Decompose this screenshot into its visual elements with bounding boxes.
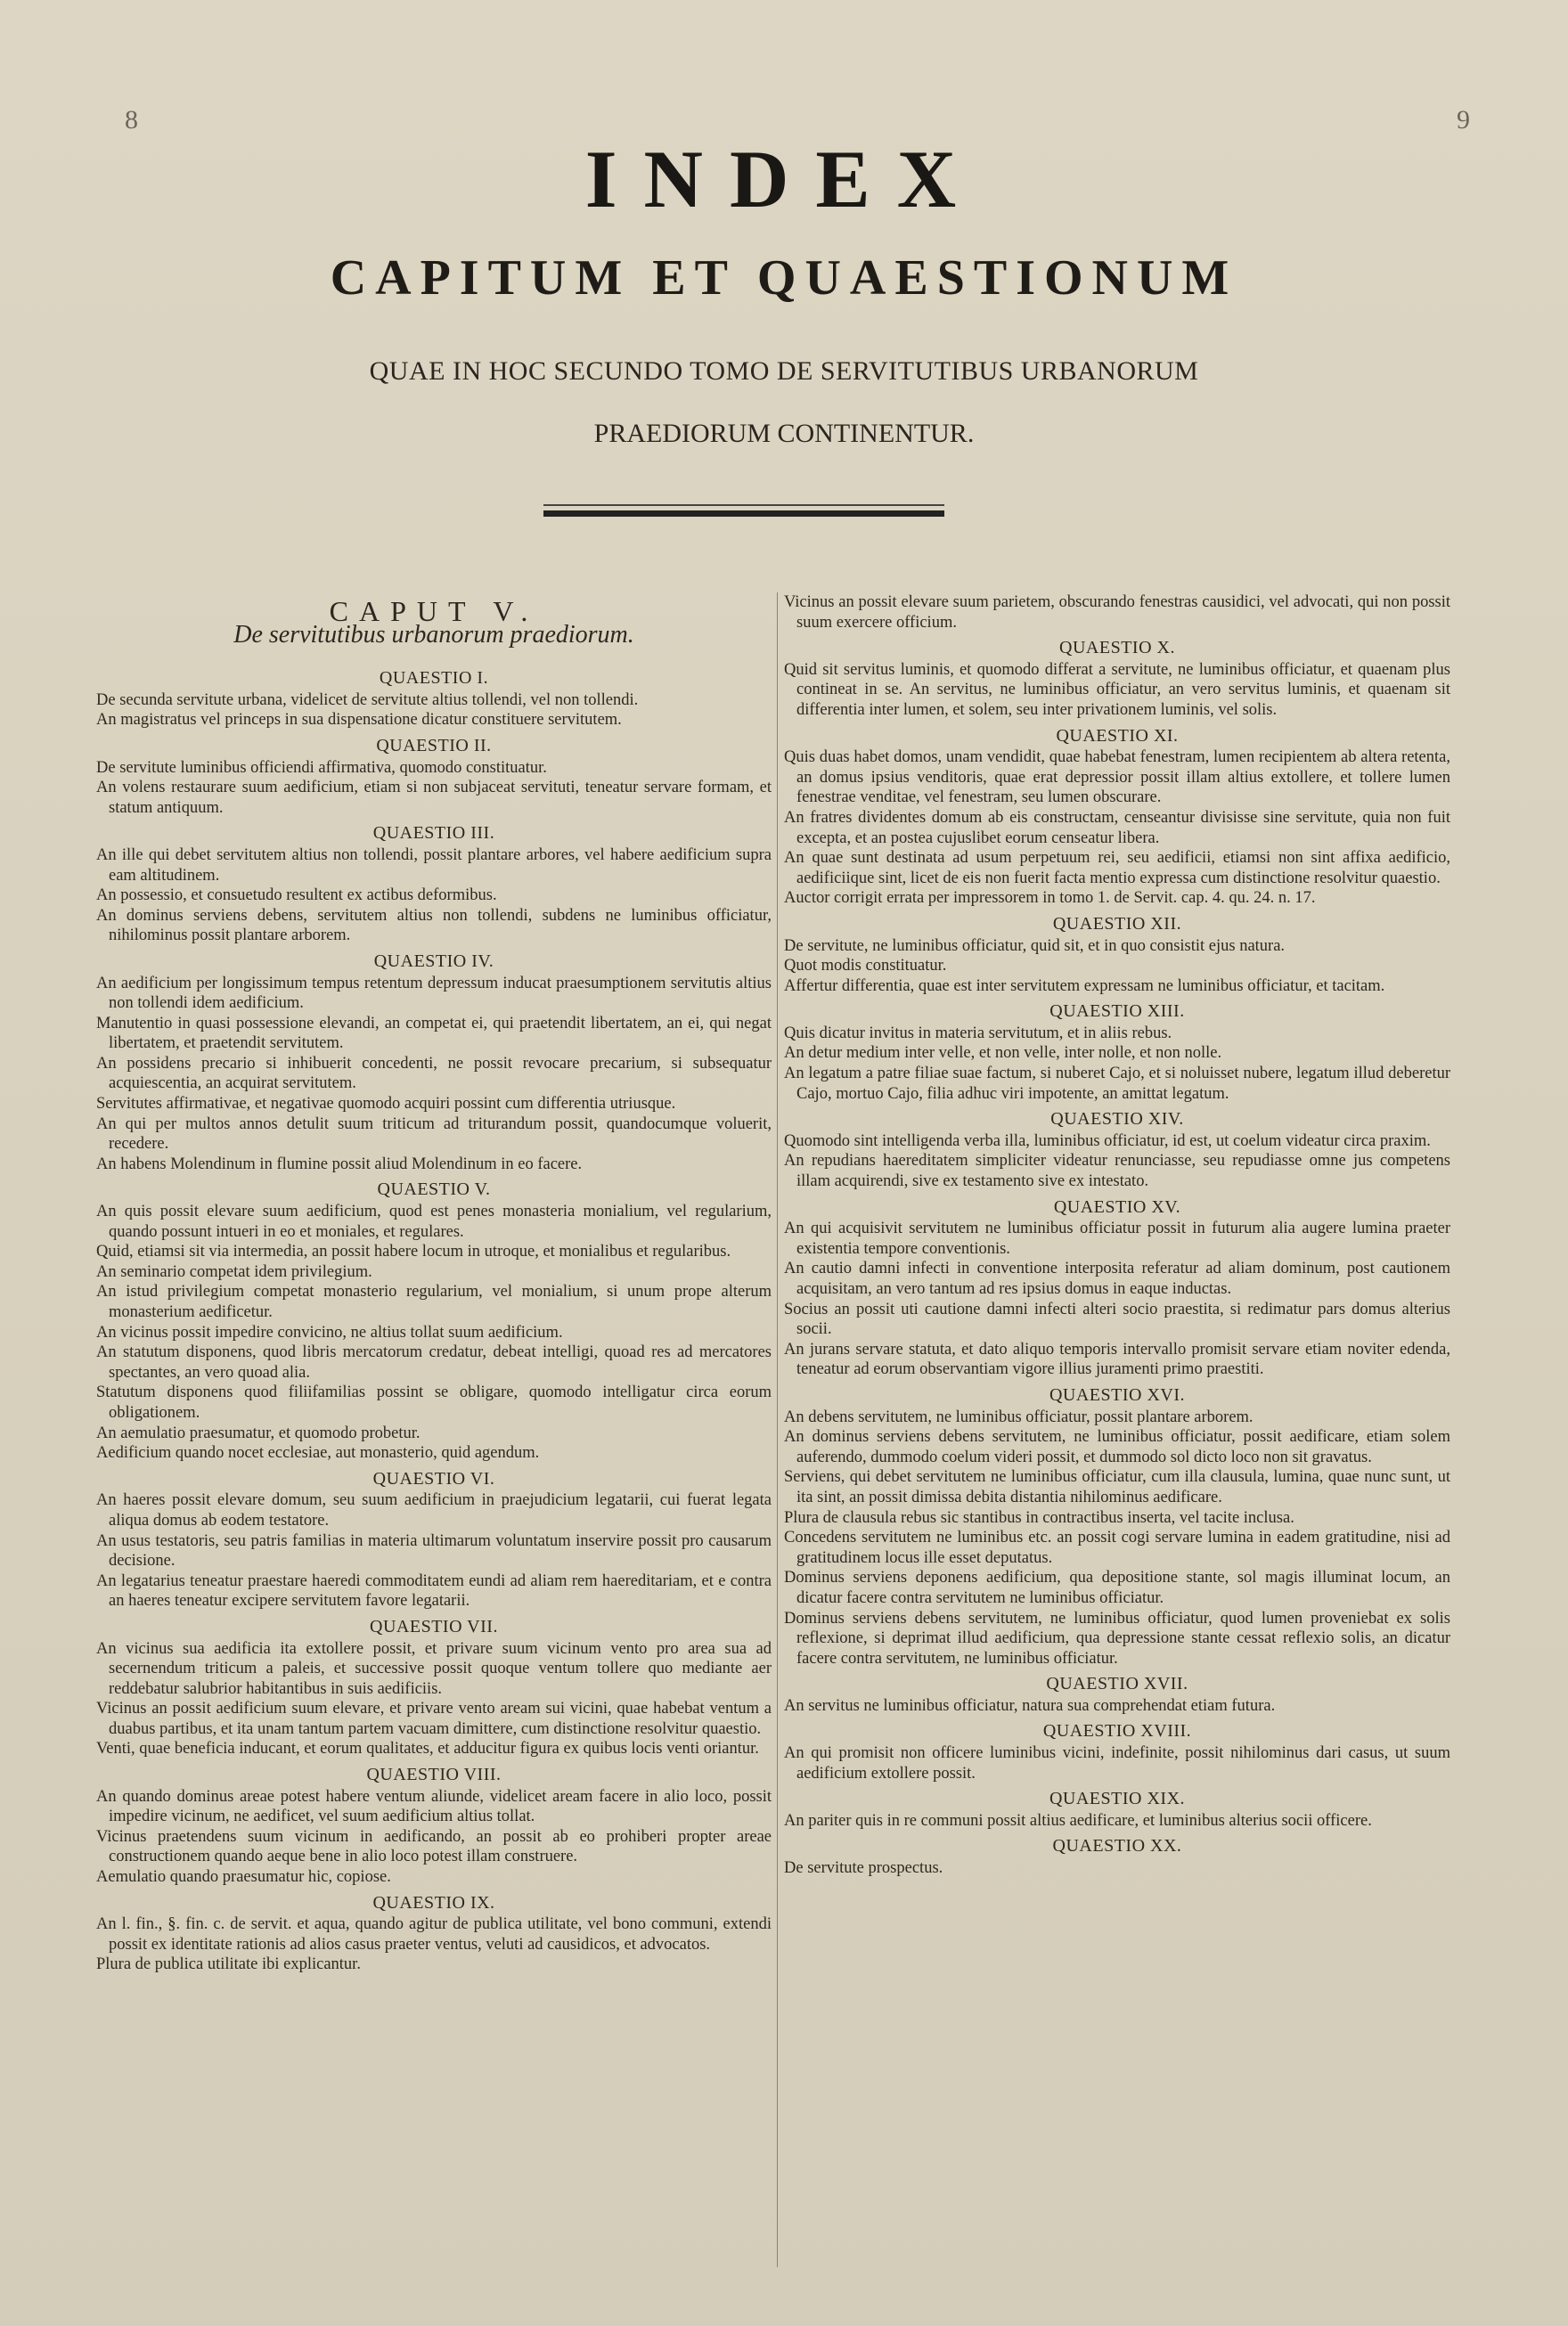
index-entry: An cautio damni infecti in conventione interposita referatur ad aliam dominum, post cautionem acquisitam, an vero tantum ad res ipsius domus in eaque inductas. [784, 1260, 1450, 1298]
index-entry: An usus testatoris, seu patris familias in materia ultimarum voluntatum inservire possit pro causarum decisione. [96, 1531, 772, 1571]
quaestio-heading: QUAESTIO II. [376, 735, 492, 755]
quaestio-heading: QUAESTIO XIX. [1049, 1789, 1186, 1809]
quaestio-heading: QUAESTIO I. [379, 668, 489, 689]
index-entry: An l. fin., §. fin. c. de servit. et aqua, quando agitur de publica utilitate, vel bono communi, extendi possit ex identitate rationis ad alios casus praeter ventus, veluti ad causidicos, et advocatos. [96, 1915, 772, 1954]
index-entry: Affertur differentia, quae est inter servitutem expressam ne luminibus officiatur, et tacitam. [784, 976, 1385, 995]
index-entry: An statutum disponens, quod libris mercatorum credatur, debeat intelligi, quoad res ad mercatores spectantes, an vero quoad alia. [96, 1343, 772, 1382]
quaestio-heading: QUAESTIO XI. [1056, 725, 1179, 746]
index-entry: An magistratus vel princeps in sua dispensatione dicatur constituere servitutem. [96, 711, 622, 730]
index-entry: An repudians haereditatem simpliciter videatur renunciasse, seu repudiasse omne jus competens illam acquirendi, sive ex testamento sive ex intestato. [784, 1152, 1450, 1191]
index-entry: An legatarius teneatur praestare haeredi commoditatem eundi ad aliam rem haereditariam, et e contra an haeres teneatur excipere servitutem favore legatarii. [96, 1571, 772, 1611]
quaestio-heading: QUAESTIO IX. [372, 1892, 495, 1913]
index-entry: Plura de clausula rebus sic stantibus in contractibus inserta, vel tacite inclusa. [784, 1508, 1294, 1527]
index-entry: Quid sit servitus luminis, et quomodo differat a servitute, ne luminibus officiatur, et quaenam plus contineat in se. An servitus, ne luminibus officiatur, an vero servitus luminis, et quaenam sit differentia inter lumen, et solem, seu inter privationem luminis, vel solis. [784, 660, 1450, 719]
page-number-left: 8 [125, 105, 138, 135]
index-entry: Quis dicatur invitus in materia servitutum, et in aliis rebus. [784, 1024, 1172, 1042]
quaestio-heading: QUAESTIO XIII. [1049, 1001, 1185, 1022]
index-entry: Quis duas habet domos, unam vendidit, quae habebat fenestram, lumen recipientem ab altera retenta, an domus ipsius venditoris, quae erat depressior possit illam altius extollere, et tollere lumen fenestrae venditae, vel fenestram, seu lumen obscurare. [784, 748, 1450, 807]
index-entry: De servitute, ne luminibus officiatur, quid sit, et in quo consistit ejus natura. [784, 936, 1286, 955]
description-line-1: QUAE IN HOC SECUNDO TOMO DE SERVITUTIBUS URBANORUM [369, 356, 1199, 386]
quaestio-heading: QUAESTIO X. [1059, 638, 1175, 658]
index-entry: Aedificium quando nocet ecclesiae, aut monasterio, quid agendum. [96, 1444, 540, 1463]
quaestio-heading: QUAESTIO XII. [1052, 913, 1182, 934]
quaestio-heading: QUAESTIO VI. [372, 1468, 495, 1489]
index-entry: Dominus serviens deponens aedificium, qua depositione stante, sol magis illuminat locum, an dicatur facere contra servitutem ne luminibus officiatur. [784, 1569, 1450, 1607]
quaestio-heading: QUAESTIO IV. [373, 951, 494, 971]
index-entry: An quis possit elevare suum aedificium, quod est penes monasteria monialium, vel regularium, quando possunt intueri in eo et moniales, et regulares. [96, 1203, 772, 1241]
title-rule [543, 510, 944, 517]
left-column [96, 592, 772, 1975]
index-entry: Quid, etiamsi sit via intermedia, an possit habere locum in utroque, et monialibus et regularibus. [96, 1243, 731, 1261]
quaestio-heading: QUAESTIO XVIII. [1042, 1721, 1192, 1742]
index-entry: An aedificium per longissimum tempus retentum depressum inducat praesumptionem servitutis altius non tollendi idem aedificium. [96, 974, 772, 1013]
quaestio-heading: QUAESTIO XVI. [1049, 1384, 1186, 1405]
right-column [784, 592, 1450, 1879]
index-entry: Manutentio in quasi possessione elevandi, an competat ei, qui praetendit libertatem, an ei, qui negat libertatem, et praetendit servitutem. [96, 1014, 772, 1053]
quaestio-heading: QUAESTIO XV. [1053, 1196, 1181, 1217]
index-entry: Plura de publica utilitate ibi explicantur. [96, 1955, 361, 1974]
index-entry: An jurans servare statuta, et dato aliquo temporis intervallo promisit servare etiam noviter edenda, teneatur ad eorum observantiam vigore illius juramenti primo praestiti. [784, 1340, 1450, 1379]
column-divider [777, 592, 778, 2267]
index-entry: An possidens precario si inhibuerit concedenti, ne possit revocare precarium, si subsequatur acquiescentia, an acquirat servitutem. [96, 1054, 772, 1093]
index-entry: An seminario competat idem privilegium. [96, 1262, 372, 1281]
index-entry: Serviens, qui debet servitutem ne luminibus officiatur, cum illa clausula, lumina, quae nunc sunt, ut ita sint, an possit dimissa debita distantia nihilominus aedificare. [784, 1468, 1450, 1506]
index-entry: An volens restaurare suum aedificium, etiam si non subjaceat servituti, teneatur servare formam, et statum antiquum. [96, 779, 772, 817]
quaestio-heading: QUAESTIO III. [372, 823, 495, 844]
index-entry: Servitutes affirmativae, et negativae quomodo acquiri possint cum differentia utriusque. [96, 1095, 676, 1114]
index-entry: De servitute luminibus officiendi affirmativa, quomodo constituatur. [96, 758, 547, 777]
quaestio-heading: QUAESTIO V. [377, 1179, 491, 1200]
quaestio-heading: QUAESTIO XVII. [1046, 1674, 1188, 1694]
index-entry: Quot modis constituatur. [784, 957, 947, 975]
index-entry: Vicinus praetendens suum vicinum in aedificando, an possit ab eo prohiberi propter areae constructionem quando aeque bene in alio loco potest illam construere. [96, 1827, 772, 1866]
index-entry: An qui per multos annos detulit suum triticum ad triturandum possit, quandocumque voluerit, recedere. [96, 1114, 772, 1154]
index-entry: An ille qui debet servitutem altius non tollendi, possit plantare arbores, vel habere aedificium supra eam altitudinem. [96, 845, 772, 885]
index-entry: An qui acquisivit servitutem ne luminibus officiatur possit in futurum alia augere lumina praeter existentia tempore conventionis. [784, 1220, 1450, 1258]
chapter-heading: CAPUT V. [329, 595, 539, 627]
index-entry: An istud privilegium competat monasterio regularium, vel monialium, si unum prope alterum monasterium aedificetur. [96, 1283, 772, 1321]
index-entry: De secunda servitute urbana, videlicet de servitute altius tollendi, vel non tollendi. [96, 690, 639, 709]
index-entry: Vicinus an possit elevare suum parietem, obscurando fenestras causidici, vel advocati, qui non possit suum exercere officium. [784, 593, 1450, 632]
title-rule-thin [543, 504, 944, 506]
index-entry: An vicinus sua aedificia ita extollere possit, et privare suum vicinum vento pro area sua ad secernendum triticum a paleis, et successive possit quoque ventum tollere quo mediante aer reddebatur salubrior habitantibus in suis aedificiis. [96, 1639, 772, 1698]
index-entry: Quomodo sint intelligenda verba illa, luminibus officiatur, id est, ut coelum videatur circa praxim. [784, 1131, 1431, 1150]
index-entry: An habens Molendinum in flumine possit aliud Molendinum in eo facere. [96, 1155, 583, 1173]
index-entry: Concedens servitutem ne luminibus etc. an possit cogi servare lumina in eadem gratitudine, nisi ad gratitudinem locus ille esset deputatus. [784, 1529, 1450, 1567]
index-entry: Vicinus an possit aedificium suum elevare, et privare vento aream sui vicini, quae habebat ventum a duabus partibus, et ita unam tantum partem vacuam dimittere, cum distinctione resolvitur quaestio. [96, 1700, 772, 1738]
index-entry: Dominus serviens debens servitutem, ne luminibus officiatur, quod lumen proveniebat ex solis reflexione, si deprimat illud aedificium, qua depressione stante cessat reflexio solis, an dicatur facere contra servitutem, ne luminibus officiatur. [784, 1609, 1450, 1668]
index-entry: An possessio, et consuetudo resultent ex actibus deformibus. [96, 886, 497, 905]
index-entry: An aemulatio praesumatur, et quomodo probetur. [96, 1424, 421, 1442]
index-entry: An fratres dividentes domum ab eis constructam, censeantur divisisse sine servitute, quia non fuit excepta, et an postea cujuslibet eorum censeatur libera. [784, 808, 1450, 847]
index-entry: Statutum disponens quod filiifamilias possint se obligare, quomodo intelligatur circa eorum obligationem. [96, 1383, 772, 1422]
index-entry: Socius an possit uti cautione damni infecti alteri socio praestita, si redimatur pars domus alterius socii. [784, 1300, 1450, 1339]
index-entry: An haeres possit elevare domum, seu suum aedificium in praejudicium legatarii, cui fuerat legata aliqua domus ab eodem testatore. [96, 1491, 772, 1530]
index-entry: Aemulatio quando praesumatur hic, copiose. [96, 1868, 391, 1887]
page-subtitle: CAPITUM ET QUAESTIONUM [330, 250, 1238, 306]
index-entry: An legatum a patre filiae suae factum, si nuberet Cajo, et si noluisset nubere, legatum illud deberetur Cajo, mortuo Cajo, filia adhuc viri impotente, an amittat legatum. [784, 1065, 1450, 1103]
page-title: INDEX [584, 134, 984, 224]
description-line-2: PRAEDIORUM CONTINENTUR. [593, 419, 975, 448]
index-entry: De servitute prospectus. [784, 1859, 943, 1878]
index-entry: An pariter quis in re communi possit altius aedificare, et luminibus alterius socii officere. [784, 1811, 1372, 1830]
index-entry: Venti, quae beneficia inducant, et eorum qualitates, et adducitur figura ex quibus locis venti oriantur. [96, 1740, 759, 1759]
quaestio-heading: QUAESTIO XX. [1052, 1836, 1182, 1857]
index-entry: An quae sunt destinata ad usum perpetuum rei, seu aedificii, etiamsi non sint affixa aedificio, aedificiique sint, licet de eis non fuerit facta mentio expressa cum distinctione resolvitur quaestio. [784, 849, 1450, 887]
index-entry: An dominus serviens debens, servitutem altius non tollendi, subdens ne luminibus officiatur, nihilominus possit plantare arborem. [96, 906, 772, 945]
chapter-subheading: De servitutibus urbanorum praediorum. [233, 620, 634, 649]
index-entry: An qui promisit non officere luminibus vicini, indefinite, possit nihilominus dari casus, ut suum aedificium extollere possit. [784, 1744, 1450, 1783]
index-entry: An servitus ne luminibus officiatur, natura sua comprehendat etiam futura. [784, 1696, 1276, 1715]
page-number-right: 9 [1457, 105, 1470, 135]
index-entry: Auctor corrigit errata per impressorem in tomo 1. de Servit. cap. 4. qu. 24. n. 17. [784, 889, 1316, 908]
index-entry: An debens servitutem, ne luminibus officiatur, possit plantare arborem. [784, 1408, 1254, 1426]
index-entry: An detur medium inter velle, et non velle, inter nolle, et non nolle. [784, 1044, 1222, 1063]
quaestio-heading: QUAESTIO VIII. [366, 1765, 502, 1785]
index-entry: An dominus serviens debens servitutem, ne luminibus officiatur, possit aedificare, etiam solem auferendo, dummodo coelum videri possit, et dummodo sol dicto loco non sit gravatus. [784, 1428, 1450, 1466]
quaestio-heading: QUAESTIO XIV. [1050, 1109, 1184, 1130]
quaestio-heading: QUAESTIO VII. [370, 1616, 498, 1636]
index-entry: An vicinus possit impedire convicino, ne altius tollat suum aedificium. [96, 1323, 563, 1342]
index-entry: An quando dominus areae potest habere ventum aliunde, videlicet aream facere in alio loco, possit impedire vicinum, ne aedificet, vel suum aedificium altius tollat. [96, 1787, 772, 1826]
